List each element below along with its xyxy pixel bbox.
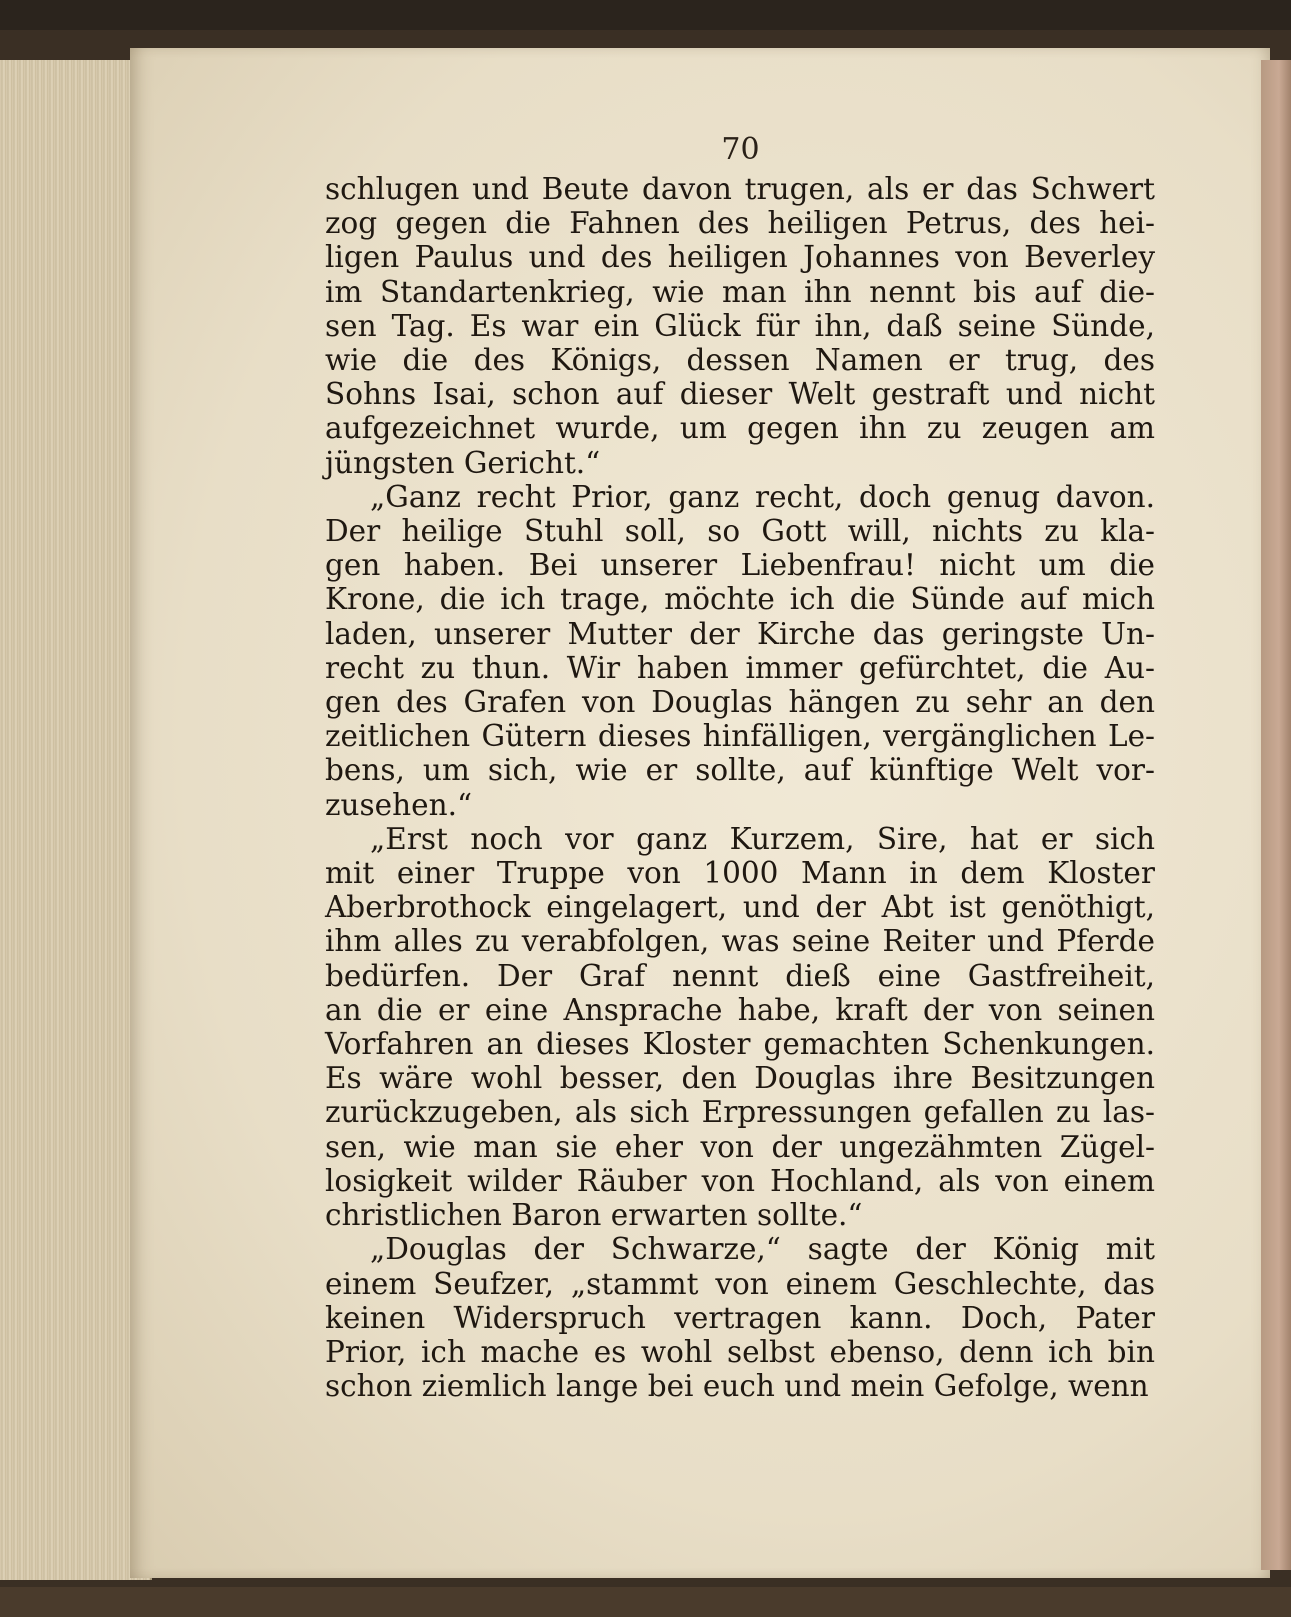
- text-line: Es wäre wohl besser, den Douglas ihre Besitzungen: [325, 1061, 1155, 1096]
- text-line: Der heilige Stuhl soll, so Gott will, nichts zu kla-: [325, 514, 1155, 549]
- paragraph: [325, 172, 1155, 480]
- text-line: gen des Grafen von Douglas hängen zu sehr an den: [325, 685, 1155, 720]
- text-line: mit einer Truppe von 1000 Mann in dem Kloster: [325, 856, 1155, 891]
- text-line: Krone, die ich trage, möchte ich die Sünde auf mich: [325, 582, 1155, 617]
- book-cover-edge: [1261, 60, 1291, 1570]
- paragraph: [325, 480, 1155, 822]
- text-line: zusehen.“: [325, 787, 473, 822]
- text-line: Prior, ich mache es wohl selbst ebenso, denn ich bin: [325, 1334, 1155, 1369]
- text-line: sen, wie man sie eher von der ungezähmten Zügel-: [325, 1129, 1155, 1164]
- text-line: jüngsten Gericht.“: [325, 445, 601, 480]
- page-text: [325, 172, 1155, 1403]
- text-line: wie die des Königs, dessen Namen er trug, des: [325, 343, 1155, 378]
- text-line: zurückzugeben, als sich Erpressungen gefallen zu las-: [325, 1095, 1155, 1130]
- text-line: Aberbrothock eingelagert, und der Abt ist genöthigt,: [325, 890, 1155, 925]
- text-line: schon ziemlich lange bei euch und mein Gefolge, wenn: [325, 1369, 1149, 1404]
- text-line: einem Seufzer, „stammt von einem Geschlechte, das: [325, 1266, 1155, 1301]
- text-line: sen Tag. Es war ein Glück für ihn, daß seine Sünde,: [325, 308, 1155, 343]
- text-line: „Douglas der Schwarze,“ sagte der König mit: [370, 1232, 1155, 1267]
- text-line: aufgezeichnet wurde, um gegen ihn zu zeugen am: [325, 411, 1155, 446]
- page-number: 70: [721, 132, 760, 167]
- text-line: an die er eine Ansprache habe, kraft der von seinen: [325, 992, 1155, 1027]
- paragraph: [325, 1232, 1155, 1403]
- text-line: Vorfahren an dieses Kloster gemachten Schenkungen.: [325, 1027, 1155, 1062]
- text-line: keinen Widerspruch vertragen kann. Doch, Pater: [325, 1300, 1155, 1335]
- text-line: „Ganz recht Prior, ganz recht, doch genug davon.: [370, 479, 1155, 514]
- book-binding-bottom: [0, 1587, 1291, 1617]
- text-line: recht zu thun. Wir haben immer gefürchtet, die Au-: [325, 650, 1155, 685]
- paragraph: [325, 822, 1155, 1232]
- text-line: im Standartenkrieg, wie man ihn nennt bis auf die-: [325, 274, 1155, 309]
- text-line: losigkeit wilder Räuber von Hochland, als von einem: [325, 1163, 1155, 1198]
- text-line: ihm alles zu verabfolgen, was seine Reiter und Pferde: [325, 924, 1155, 959]
- text-line: bedürfen. Der Graf nennt dieß eine Gastfreiheit,: [325, 958, 1155, 993]
- text-line: Sohns Isai, schon auf dieser Welt gestraft und nicht: [325, 377, 1155, 412]
- text-line: bens, um sich, wie er sollte, auf künftige Welt vor-: [325, 753, 1155, 788]
- text-line: laden, unserer Mutter der Kirche das geringste Un-: [325, 616, 1155, 651]
- text-line: christlichen Baron erwarten sollte.“: [325, 1198, 863, 1233]
- text-line: zog gegen die Fahnen des heiligen Petrus, des hei-: [325, 206, 1155, 241]
- text-line: „Erst noch vor ganz Kurzem, Sire, hat er sich: [370, 821, 1155, 856]
- text-line: zeitlichen Gütern dieses hinfälligen, vergänglichen Le-: [325, 719, 1155, 754]
- text-line: schlugen und Beute davon trugen, als er das Schwert: [325, 172, 1155, 206]
- text-line: gen haben. Bei unserer Liebenfrau! nicht um die: [325, 548, 1155, 583]
- text-line: ligen Paulus und des heiligen Johannes von Beverley: [325, 240, 1155, 275]
